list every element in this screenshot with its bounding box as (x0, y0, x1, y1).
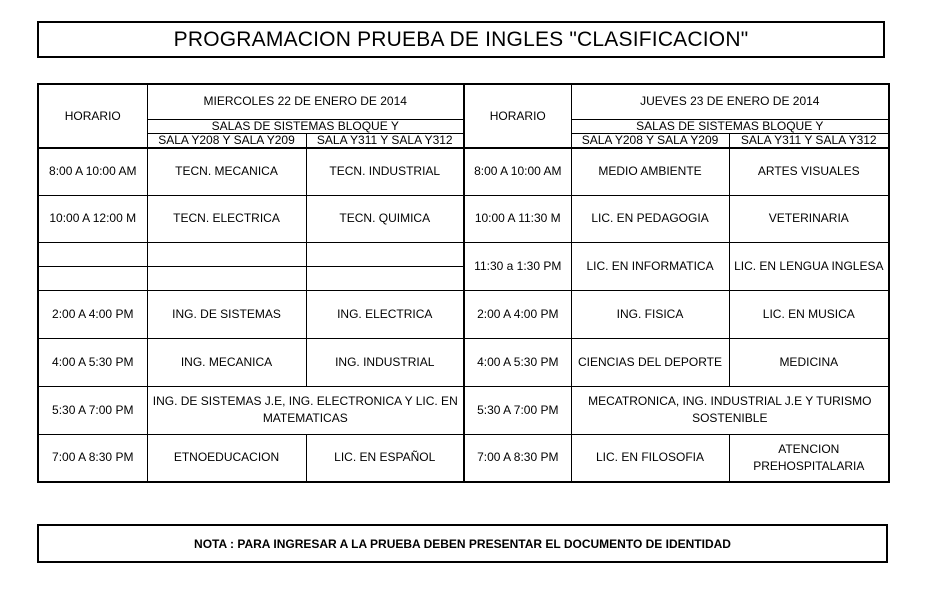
time-cell (38, 266, 147, 290)
program-cell: TECN. QUIMICA (306, 195, 464, 242)
program-cell: LIC. EN ESPAÑOL (306, 434, 464, 482)
program-cell: LIC. EN LENGUA INGLESA (729, 242, 889, 290)
program-cell: ING. ELECTRICA (306, 290, 464, 338)
program-cell: MEDICINA (729, 338, 889, 386)
program-cell: ING. DE SISTEMAS (147, 290, 306, 338)
salas-group-day2: SALAS DE SISTEMAS BLOQUE Y (571, 119, 889, 133)
time-cell (38, 242, 147, 266)
sala-a-day2: SALA Y208 Y SALA Y209 (571, 133, 729, 148)
header-row (38, 84, 889, 119)
salas-group-row (38, 119, 889, 133)
program-cell: CIENCIAS DEL DEPORTE (571, 338, 729, 386)
time-cell: 11:30 a 1:30 PM (464, 242, 571, 290)
horario-header: HORARIO (38, 84, 147, 148)
program-cell: TECN. MECANICA (147, 148, 306, 195)
program-cell: LIC. EN INFORMATICA (571, 242, 729, 290)
table-row (38, 338, 889, 386)
table-row (38, 148, 889, 195)
program-cell (306, 242, 464, 266)
time-cell: 5:30 A 7:00 PM (38, 386, 147, 434)
time-cell: 4:00 A 5:30 PM (38, 338, 147, 386)
program-cell: ING. FISICA (571, 290, 729, 338)
page-title: PROGRAMACION PRUEBA DE INGLES "CLASIFICACION" (37, 21, 885, 58)
table-row (38, 290, 889, 338)
sala-a-day1: SALA Y208 Y SALA Y209 (147, 133, 306, 148)
identity-note: NOTA : PARA INGRESAR A LA PRUEBA DEBEN PRESENTAR EL DOCUMENTO DE IDENTIDAD (37, 524, 888, 563)
program-cell: LIC. EN MUSICA (729, 290, 889, 338)
program-cell: VETERINARIA (729, 195, 889, 242)
time-cell: 4:00 A 5:30 PM (464, 338, 571, 386)
program-cell: LIC. EN FILOSOFIA (571, 434, 729, 482)
horario-header: HORARIO (464, 84, 571, 148)
table-row (38, 386, 889, 434)
program-cell: ING. INDUSTRIAL (306, 338, 464, 386)
table-row (38, 434, 889, 482)
time-cell: 2:00 A 4:00 PM (38, 290, 147, 338)
program-cell: TECN. INDUSTRIAL (306, 148, 464, 195)
program-cell (147, 266, 306, 290)
program-cell (147, 242, 306, 266)
time-cell: 5:30 A 7:00 PM (464, 386, 571, 434)
time-cell: 7:00 A 8:30 PM (38, 434, 147, 482)
program-cell: TECN. ELECTRICA (147, 195, 306, 242)
sala-b-day1: SALA Y311 Y SALA Y312 (306, 133, 464, 148)
time-cell: 10:00 A 12:00 M (38, 195, 147, 242)
program-cell: ATENCION PREHOSPITALARIA (729, 434, 889, 482)
program-cell: LIC. EN PEDAGOGIA (571, 195, 729, 242)
program-cell (306, 266, 464, 290)
program-cell: ARTES VISUALES (729, 148, 889, 195)
table-row (38, 242, 889, 266)
program-cell: MEDIO AMBIENTE (571, 148, 729, 195)
table-row (38, 195, 889, 242)
time-cell: 8:00 A 10:00 AM (38, 148, 147, 195)
program-cell-merged: ING. DE SISTEMAS J.E, ING. ELECTRONICA Y LIC. EN MATEMATICAS (147, 386, 464, 434)
program-cell: ING. MECANICA (147, 338, 306, 386)
salas-group-day1: SALAS DE SISTEMAS BLOQUE Y (147, 119, 464, 133)
program-cell: ETNOEDUCACION (147, 434, 306, 482)
program-cell-merged: MECATRONICA, ING. INDUSTRIAL J.E Y TURISMO SOSTENIBLE (571, 386, 889, 434)
schedule-table (37, 83, 890, 483)
day1-header: MIERCOLES 22 DE ENERO DE 2014 (147, 84, 464, 119)
salas-row (38, 133, 889, 148)
time-cell: 10:00 A 11:30 M (464, 195, 571, 242)
day2-header: JUEVES 23 DE ENERO DE 2014 (571, 84, 889, 119)
time-cell: 8:00 A 10:00 AM (464, 148, 571, 195)
time-cell: 2:00 A 4:00 PM (464, 290, 571, 338)
time-cell: 7:00 A 8:30 PM (464, 434, 571, 482)
sala-b-day2: SALA Y311 Y SALA Y312 (729, 133, 889, 148)
